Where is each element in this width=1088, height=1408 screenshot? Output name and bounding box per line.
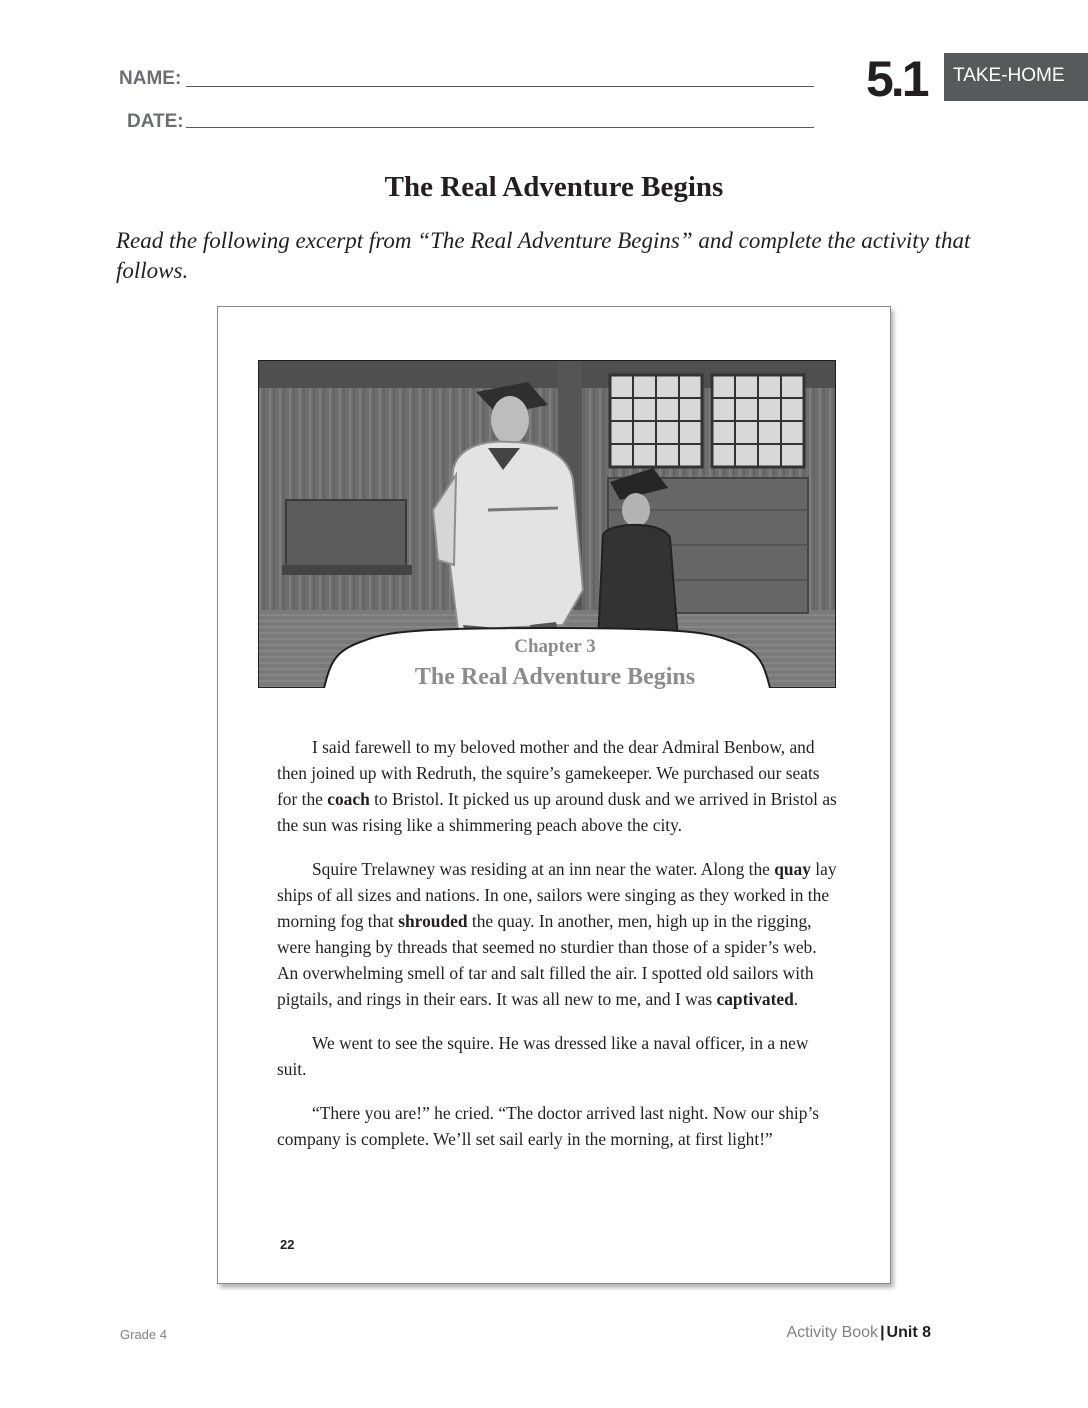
text-run: to Bristol. It picked us up around dusk and we arrived in Bristol as the sun was rising like a shimmering peach above the city. bbox=[277, 789, 837, 835]
page-title: The Real Adventure Begins bbox=[384, 171, 724, 203]
footer-book-info bbox=[786, 1324, 931, 1342]
footer-separator: | bbox=[880, 1324, 885, 1341]
chapter-label: Chapter 3 bbox=[514, 636, 596, 657]
instructions: Read the following excerpt from “The Real Adventure Begins” and complete the activity that follows. bbox=[116, 228, 971, 283]
story-text bbox=[277, 734, 837, 1170]
story-paragraph bbox=[277, 856, 837, 1012]
chapter-title: The Real Adventure Begins bbox=[414, 664, 696, 690]
vocabulary-word: captivated bbox=[716, 989, 794, 1009]
text-run: “There you are!” he cried. “The doctor arrived last night. Now our ship’s company is complete. We’ll set sail early in the morning, at first light!” bbox=[277, 1103, 820, 1149]
text-run: Squire Trelawney was residing at an inn near the water. Along the bbox=[312, 859, 775, 879]
date-label: DATE: bbox=[127, 111, 184, 132]
bench bbox=[286, 500, 406, 570]
footer-book: Activity Book bbox=[786, 1324, 879, 1341]
lesson-number: 5.1 bbox=[866, 51, 927, 107]
vocabulary-word: coach bbox=[327, 789, 370, 809]
vocabulary-word: shrouded bbox=[398, 911, 468, 931]
footer-grade: Grade 4 bbox=[120, 1327, 167, 1342]
book-page-number: 22 bbox=[280, 1237, 295, 1252]
name-label: NAME: bbox=[119, 68, 182, 89]
take-home-tab bbox=[944, 53, 1088, 101]
excerpt-box bbox=[217, 306, 891, 1284]
text-run: the quay. In another, men, high up in the rigging, were hanging by threads that seemed no sturdier than those of a spider’s web. An overwhelming smell of tar and salt filled the air. I spotted old sailors with pigtails, and rings in their ears. It was all new to me, and I was bbox=[277, 911, 817, 1009]
text-run: We went to see the squire. He was dressed like a naval officer, in a new suit. bbox=[277, 1033, 809, 1079]
name-input-line[interactable] bbox=[186, 86, 814, 87]
story-paragraph bbox=[277, 734, 837, 838]
footer-unit: Unit 8 bbox=[886, 1324, 931, 1341]
date-input-line[interactable] bbox=[186, 127, 814, 128]
take-home-label: TAKE-HOME bbox=[953, 65, 1065, 86]
text-run: I said farewell to my beloved mother and the dear Admiral Benbow, and then joined up with Redruth, the squire’s gamekeeper. We purchased our seats for the bbox=[277, 737, 820, 809]
text-run: lay ships of all sizes and nations. In one, sailors were singing as they worked in the morning fog that bbox=[277, 859, 837, 931]
story-paragraph bbox=[277, 1100, 837, 1152]
text-run: . bbox=[793, 989, 799, 1009]
story-paragraph bbox=[277, 1030, 837, 1082]
vocabulary-word: quay bbox=[774, 859, 811, 879]
